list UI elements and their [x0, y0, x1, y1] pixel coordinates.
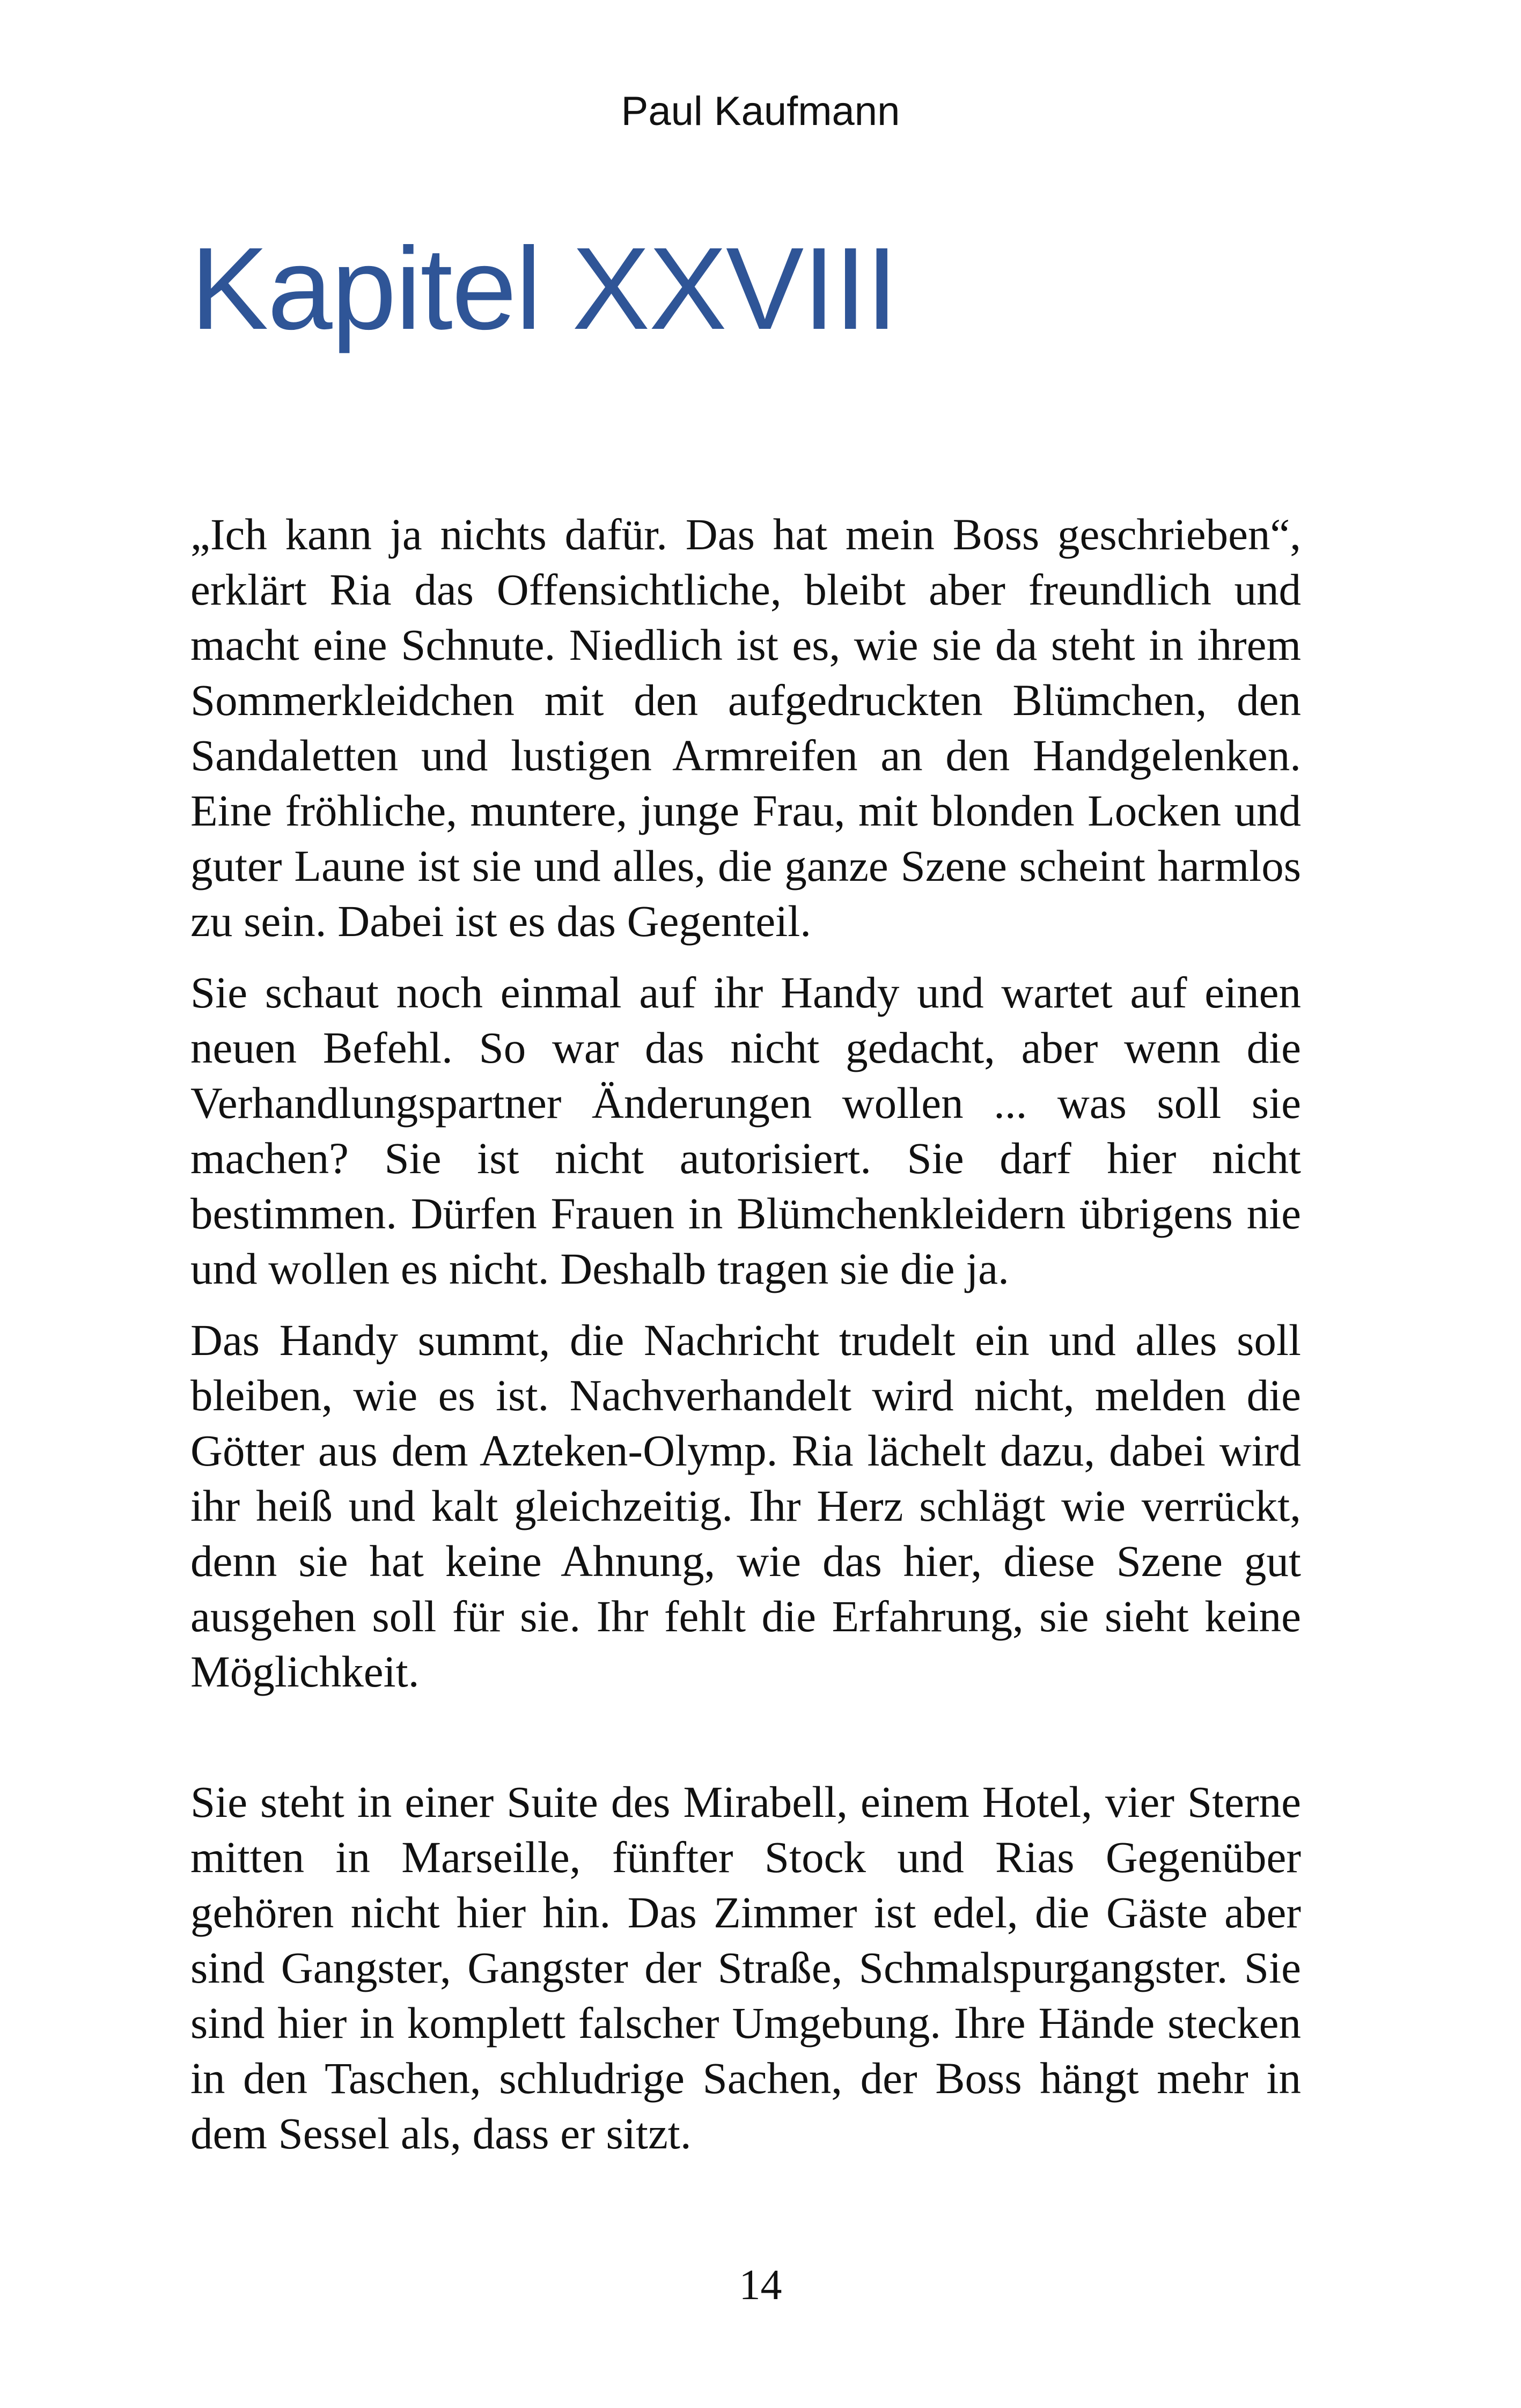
paragraph-3: Das Handy summt, die Nachricht trudelt ein und alles soll bleiben, wie es ist. Nachverhandelt wird nicht, melden die Götter aus dem Azteken-Olymp. Ria lächelt dazu, dabei wird ihr heiß und kalt gleichzeitig. Ihr Herz schlägt wie verrückt, denn sie hat keine Ahnung, wie das hier, diese Szene gut ausgehen soll für sie. Ihr fehlt die Erfahrung, sie sieht keine Möglichkeit.: [190, 1315, 1301, 1696]
paragraph-2: Sie schaut noch einmal auf ihr Handy und wartet auf einen neuen Befehl. So war das nicht gedacht, aber wenn die Verhandlungspartner Änderungen wollen ... was soll sie machen? Sie ist nicht autorisiert. Sie darf hier nicht bestimmen. Dürfen Frauen in Blümchenkleidern übrigens nie und wollen es nicht. Deshalb tragen sie die ja.: [190, 968, 1301, 1293]
paragraph-1: „Ich kann ja nichts dafür. Das hat mein Boss geschrieben“, erklärt Ria das Offensichtliche, bleibt aber freundlich und macht eine Schnute. Niedlich ist es, wie sie da steht in ihrem Sommerkleidchen mit den aufgedruckten Blümchen, den Sandaletten und lustigen Armreifen an den Handgelenken. Eine fröhliche, muntere, junge Frau, mit blonden Locken und guter Laune ist sie und alles, die ganze Szene scheint harmlos zu sein. Dabei ist es das Gegenteil.: [190, 510, 1301, 946]
paragraph-4: Sie steht in einer Suite des Mirabell, einem Hotel, vier Sterne mitten in Marseille, fünfter Stock und Rias Gegenüber gehören nicht hier hin. Das Zimmer ist edel, die Gäste aber sind Gangster, Gangster der Straße, Schmalspurgangster. Sie sind hier in komplett falscher Umgebung. Ihre Hände stecken in den Taschen, schludrige Sachen, der Boss hängt mehr in dem Sessel als, dass er sitzt.: [190, 1777, 1301, 2158]
running-header-author: Paul Kaufmann: [621, 89, 900, 134]
chapter-body: [190, 507, 1301, 2177]
chapter-title: Kapitel XXVIII: [190, 224, 898, 354]
page-number: 14: [739, 2262, 782, 2309]
